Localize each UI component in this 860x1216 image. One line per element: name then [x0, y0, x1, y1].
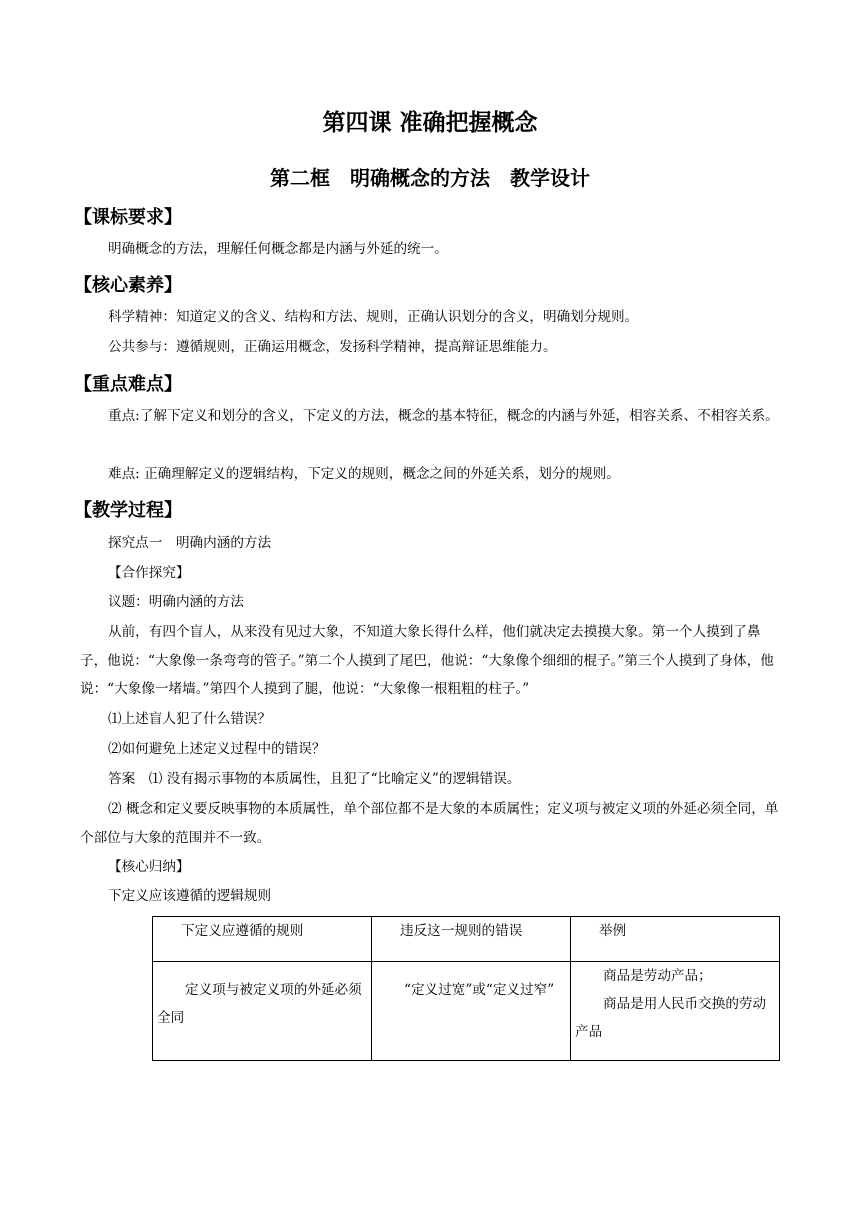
topic-text: 议题：明确内涵的方法	[108, 594, 244, 610]
section-heading-standard: 【课标要求】	[74, 207, 182, 228]
table-header-rule: 下定义应遵循的规则	[153, 917, 372, 962]
table-header-error: 违反这一规则的错误	[372, 917, 571, 962]
definition-rules-table	[152, 916, 780, 1061]
story-paragraph: 从前，有四个盲人，从来没有见过大象，不知道大象长得什么样，他们就决定去摸摸大象。第一个人摸到了鼻子，他说：“大象像一条弯弯的管子。”第二个人摸到了尾巴，他说：“大象像个细细的棍子。”第三个人摸到了身体，他说：“大象像一堵墙。”第四个人摸到了腿，他说：“大象像一根粗粗的柱子。”	[80, 624, 774, 697]
table-header-example: 举例	[571, 917, 780, 962]
table-cell-error: “定义过宽”或“定义过窄”	[372, 962, 571, 1061]
summary-label: 【核心归纳】	[108, 859, 190, 875]
table-cell-rule: 定义项与被定义项的外延必须全同	[153, 962, 372, 1061]
lesson-subtitle: 第二框 明确概念的方法 教学设计	[270, 166, 590, 190]
example-line-2: 商品是用人民币交换的劳动产品	[575, 996, 767, 1040]
inquiry-point: 探究点一 明确内涵的方法	[108, 535, 272, 551]
standard-text: 明确概念的方法，理解任何概念都是内涵与外延的统一。	[108, 241, 448, 257]
focus-key-points: 重点:了解下定义和划分的含义，下定义的方法，概念的基本特征，概念的内涵与外延，相容关系、不相容关系。	[108, 408, 779, 424]
question-2: ⑵如何避免上述定义过程中的错误？	[108, 741, 326, 757]
table-header-row	[153, 917, 780, 962]
literacy-public: 公共参与：遵循规则，正确运用概念，发扬科学精神，提高辩证思维能力。	[108, 339, 557, 355]
lesson-title: 第四课 准确把握概念	[322, 110, 538, 136]
table-row	[153, 962, 780, 1061]
focus-difficult-points: 难点: 正确理解定义的逻辑结构，下定义的规则，概念之间的外延关系，划分的规则。	[108, 466, 620, 482]
literacy-science: 科学精神：知道定义的含义、结构和方法、规则，正确认识划分的含义，明确划分规则。	[108, 309, 639, 325]
example-line-1: 商品是劳动产品；	[603, 968, 712, 984]
cooperation-label: 【合作探究】	[108, 565, 190, 581]
rules-intro: 下定义应该遵循的逻辑规则	[108, 888, 272, 904]
question-1: ⑴上述盲人犯了什么错误？	[108, 711, 272, 727]
section-heading-process: 【教学过程】	[74, 500, 182, 521]
section-heading-focus: 【重点难点】	[74, 374, 182, 395]
answer-2: ⑵ 概念和定义要反映事物的本质属性，单个部位都不是大象的本质属性；定义项与被定义项的外延必须全同，单个部位与大象的范围并不一致。	[80, 801, 779, 846]
section-heading-literacy: 【核心素养】	[74, 275, 182, 296]
table-cell-example	[571, 962, 780, 1061]
answer-1: 答案 ⑴ 没有揭示事物的本质属性，且犯了“比喻定义”的逻辑错误。	[108, 771, 521, 787]
